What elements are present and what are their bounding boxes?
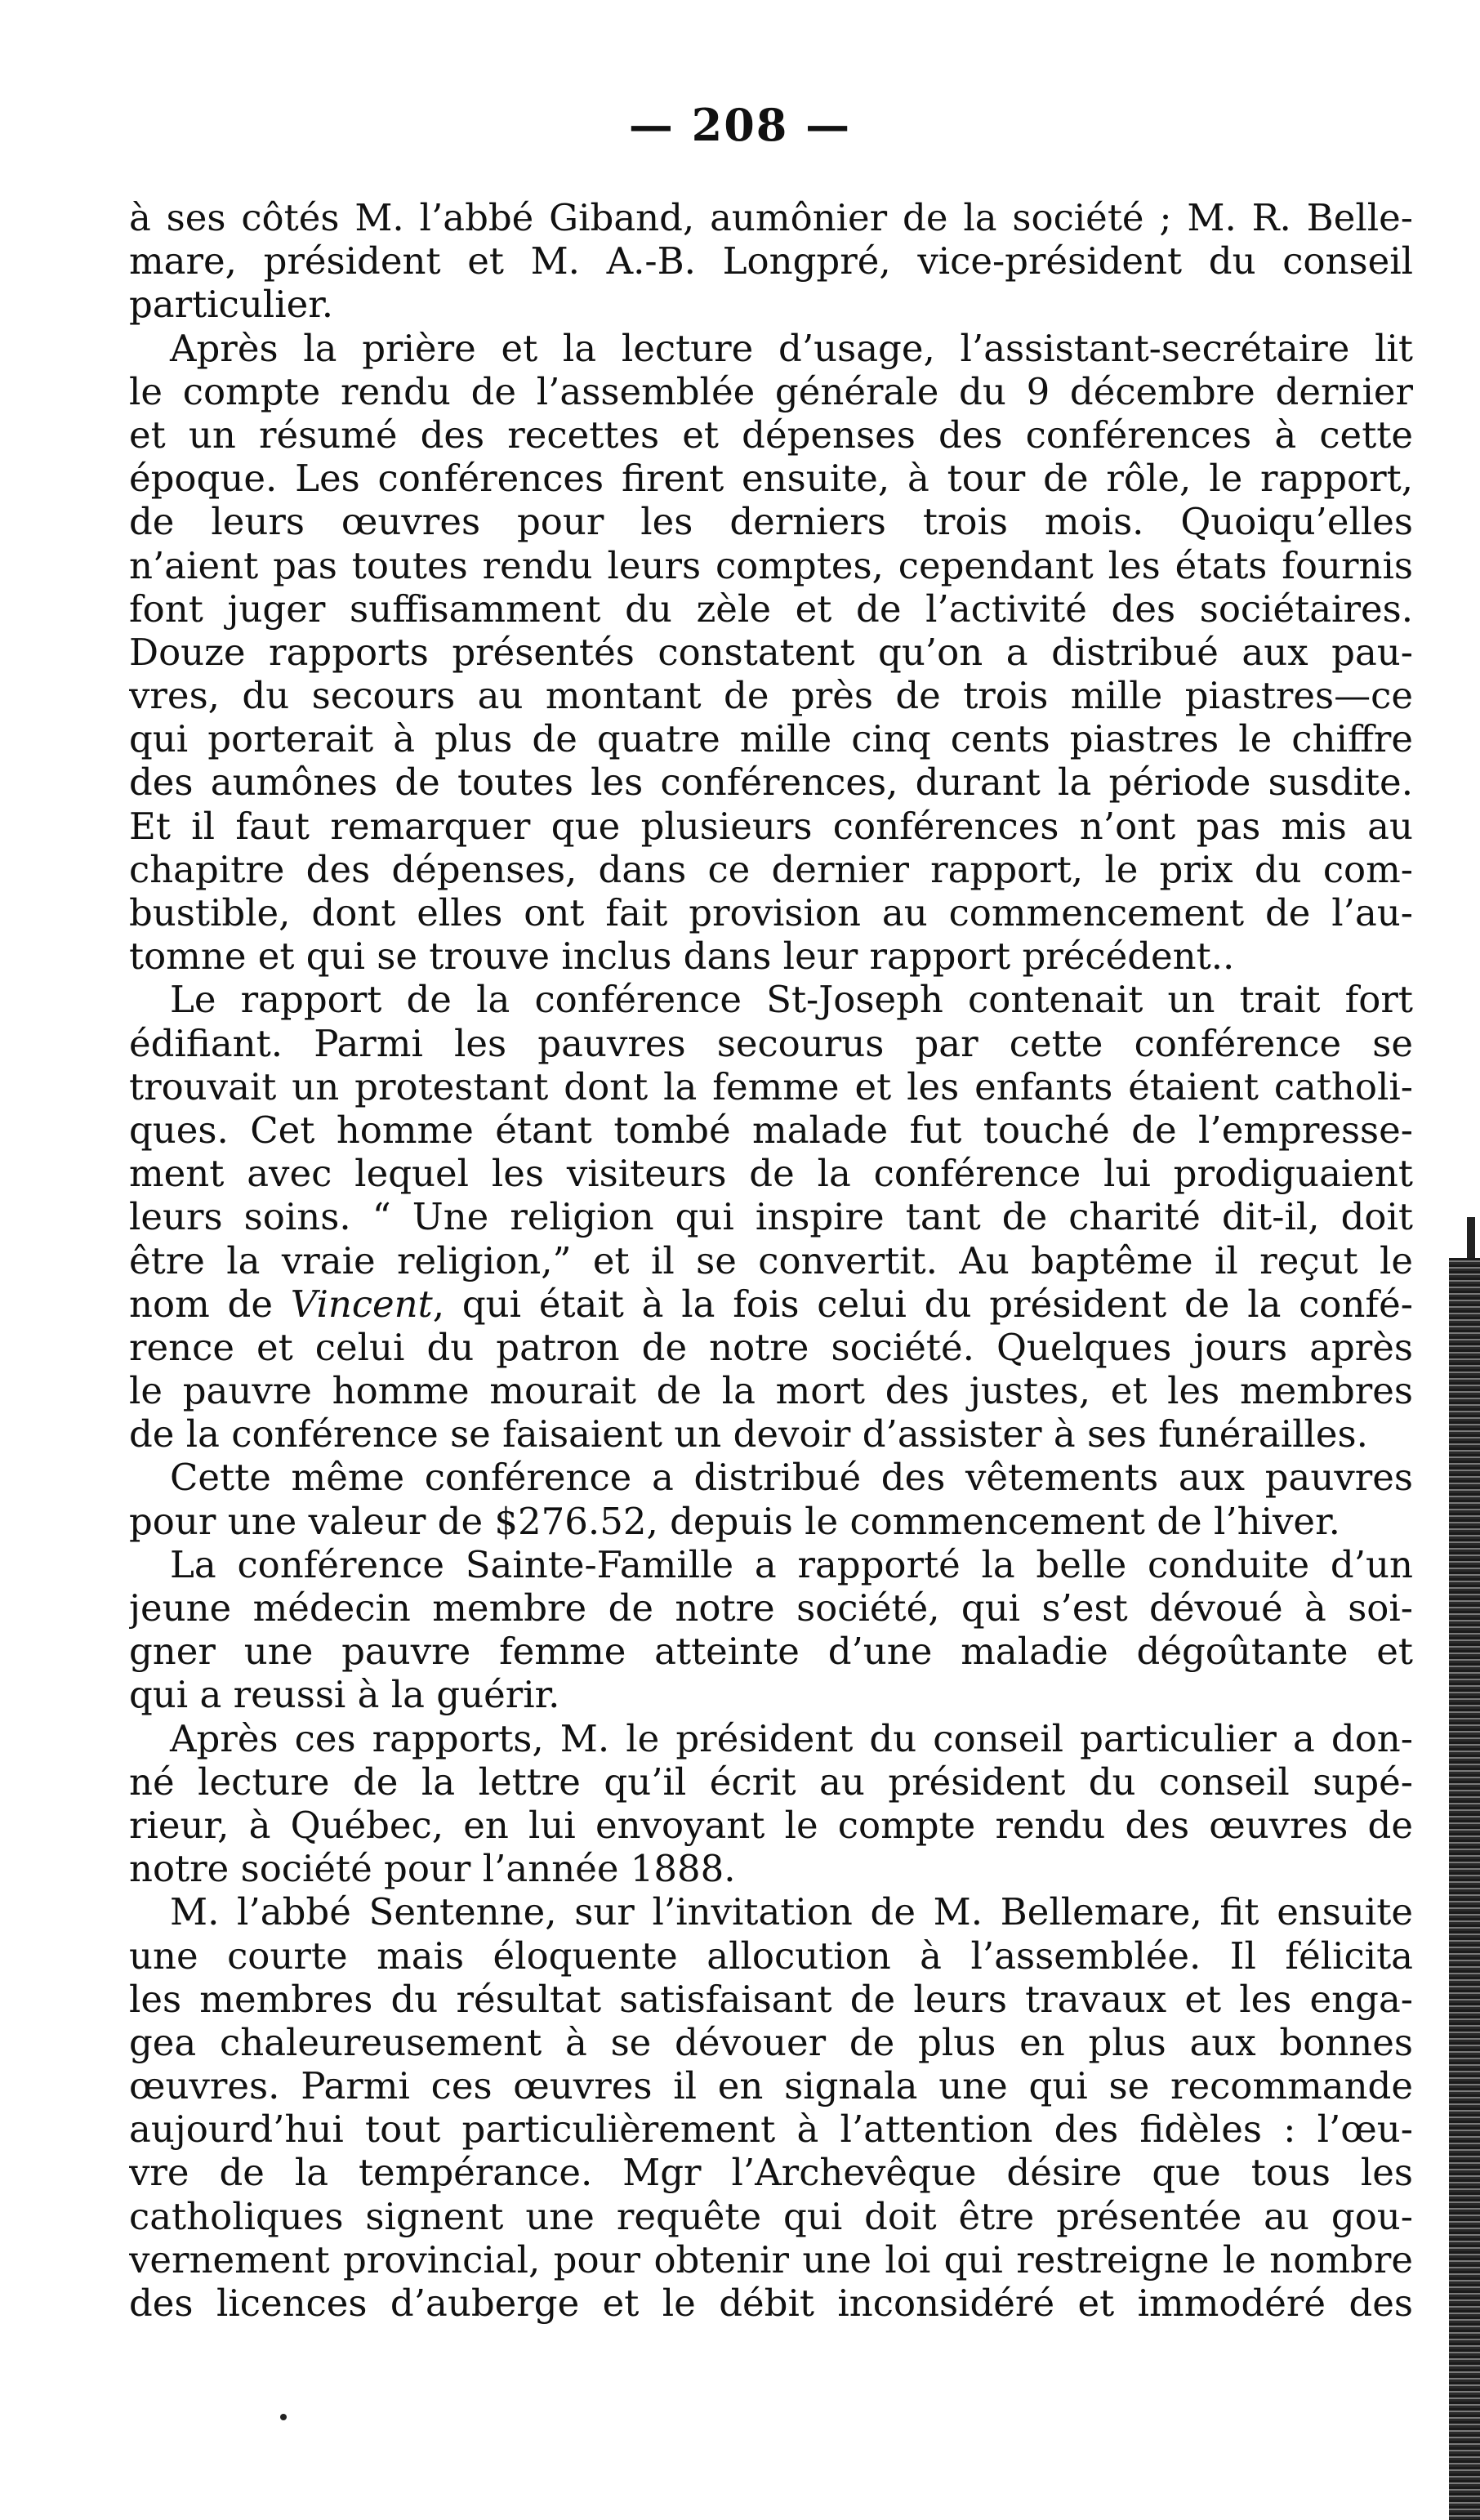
text-line: des aumônes de toutes les conférences, durant la période susdite. xyxy=(129,760,1413,805)
text-line: Cette même conférence a distribué des vêtements aux pauvres xyxy=(170,1456,1413,1500)
text-line: Douze rapports présentés constatent qu’on a distribué aux pau- xyxy=(129,630,1413,674)
text-line: pour une valeur de $276.52, depuis le commencement de l’hiver. xyxy=(129,1499,1340,1543)
text-line: trouvait un protestant dont la femme et les enfants étaient catholi- xyxy=(129,1064,1413,1108)
text-line: gea chaleureusement à se dévouer de plus en plus aux bonnes xyxy=(129,2020,1413,2064)
text-line: vre de la tempérance. Mgr l’Archevêque désire que tous les xyxy=(129,2151,1413,2195)
text-line: n’aient pas toutes rendu leurs comptes, cependant les états fournis xyxy=(129,543,1413,587)
text-line: les membres du résultat satisfaisant de leurs travaux et les enga- xyxy=(129,1977,1413,2021)
page-number: — 208 — xyxy=(628,99,852,151)
text-line: particulier. xyxy=(129,283,334,327)
text-line: et un résumé des recettes et dépenses des conférences à cette xyxy=(129,413,1413,457)
text-line: né lecture de la lettre qu’il écrit au président du conseil supé- xyxy=(129,1760,1413,1804)
text-line: le pauvre homme mourait de la mort des justes, et les membres xyxy=(129,1369,1413,1413)
text-line: nom de Vincent, qui était à la fois celui du président de la confé- xyxy=(129,1282,1413,1326)
text-line: œuvres. Parmi ces œuvres il en signala une qui se recommande xyxy=(129,2064,1413,2108)
text-line: qui porterait à plus de quatre mille cinq cents piastres le chiffre xyxy=(129,717,1413,761)
text-line: leurs soins. “ Une religion qui inspire tant de charité dit-il, doit xyxy=(129,1195,1413,1239)
text-line: époque. Les conférences firent ensuite, à tour de rôle, le rapport, xyxy=(129,457,1413,501)
text-line: La conférence Sainte-Famille a rapporté la belle conduite d’un xyxy=(170,1542,1413,1586)
text-line: à ses côtés M. l’abbé Giband, aumônier de la société ; M. R. Belle- xyxy=(129,196,1413,239)
text-line: catholiques signent une requête qui doit être présentée au gou- xyxy=(129,2194,1413,2238)
text-line: une courte mais éloquente allocution à l’assemblée. Il félicita xyxy=(129,1933,1413,1978)
text-line: aujourd’hui tout particulièrement à l’attention des fidèles : l’œu- xyxy=(129,2107,1413,2152)
text-line: notre société pour l’année 1888. xyxy=(129,1847,736,1891)
text-line: font juger suffisamment du zèle et de l’activité des sociétaires. xyxy=(129,587,1413,631)
ink-speck xyxy=(280,2414,287,2420)
text-line: chapitre des dépenses, dans ce dernier rapport, le prix du com- xyxy=(129,847,1413,891)
text-line: Après la prière et la lecture d’usage, l’assistant-secrétaire lit xyxy=(170,326,1413,370)
text-line: qui a reussi à la guérir. xyxy=(129,1673,560,1717)
text-line: tomne et qui se trouve inclus dans leur rapport précédent.. xyxy=(129,934,1235,979)
text-line: Et il faut remarquer que plusieurs conférences n’ont pas mis au xyxy=(129,804,1413,848)
text-line: Après ces rapports, M. le président du conseil particulier a don- xyxy=(170,1716,1413,1760)
text-line: gner une pauvre femme atteinte d’une maladie dégoûtante et xyxy=(129,1630,1413,1674)
text-line: de la conférence se faisaient un devoir d’assister à ses funérailles. xyxy=(129,1412,1368,1456)
text-line: M. l’abbé Sentenne, sur l’invitation de M. Bellemare, fit ensuite xyxy=(170,1890,1413,1934)
text-line: le compte rendu de l’assemblée générale du 9 décembre dernier xyxy=(129,369,1413,413)
text-line: jeune médecin membre de notre société, qui s’est dévoué à soi- xyxy=(129,1586,1413,1630)
text-line: bustible, dont elles ont fait provision au commencement de l’au- xyxy=(129,891,1413,934)
text-line: mare, président et M. A.-B. Longpré, vice-président du conseil xyxy=(129,239,1413,283)
text-line: rence et celui du patron de notre société. Quelques jours après xyxy=(129,1325,1413,1369)
text-line: rieur, à Québec, en lui envoyant le compte rendu des œuvres de xyxy=(129,1803,1413,1847)
text-line: ment avec lequel les visiteurs de la conférence lui prodiguaient xyxy=(129,1152,1413,1196)
text-line: vernement provincial, pour obtenir une loi qui restreigne le nombre xyxy=(129,2237,1413,2281)
text-line: vres, du secours au montant de près de trois mille piastres—ce xyxy=(129,674,1413,718)
body-text xyxy=(129,196,1413,2325)
text-line: de leurs œuvres pour les derniers trois mois. Quoiqu’elles xyxy=(129,500,1413,544)
page-edge-shadow xyxy=(1449,1258,1480,2520)
text-line: édifiant. Parmi les pauvres secourus par cette conférence se xyxy=(129,1021,1413,1065)
text-line: Le rapport de la conférence St-Joseph contenait un trait fort xyxy=(170,978,1413,1022)
text-line: ques. Cet homme étant tombé malade fut touché de l’empresse- xyxy=(129,1108,1413,1152)
text-line: des licences d’auberge et le débit inconsidéré et immodéré des xyxy=(129,2281,1413,2325)
text-line: être la vraie religion,” et il se convertit. Au baptême il reçut le xyxy=(129,1238,1413,1282)
